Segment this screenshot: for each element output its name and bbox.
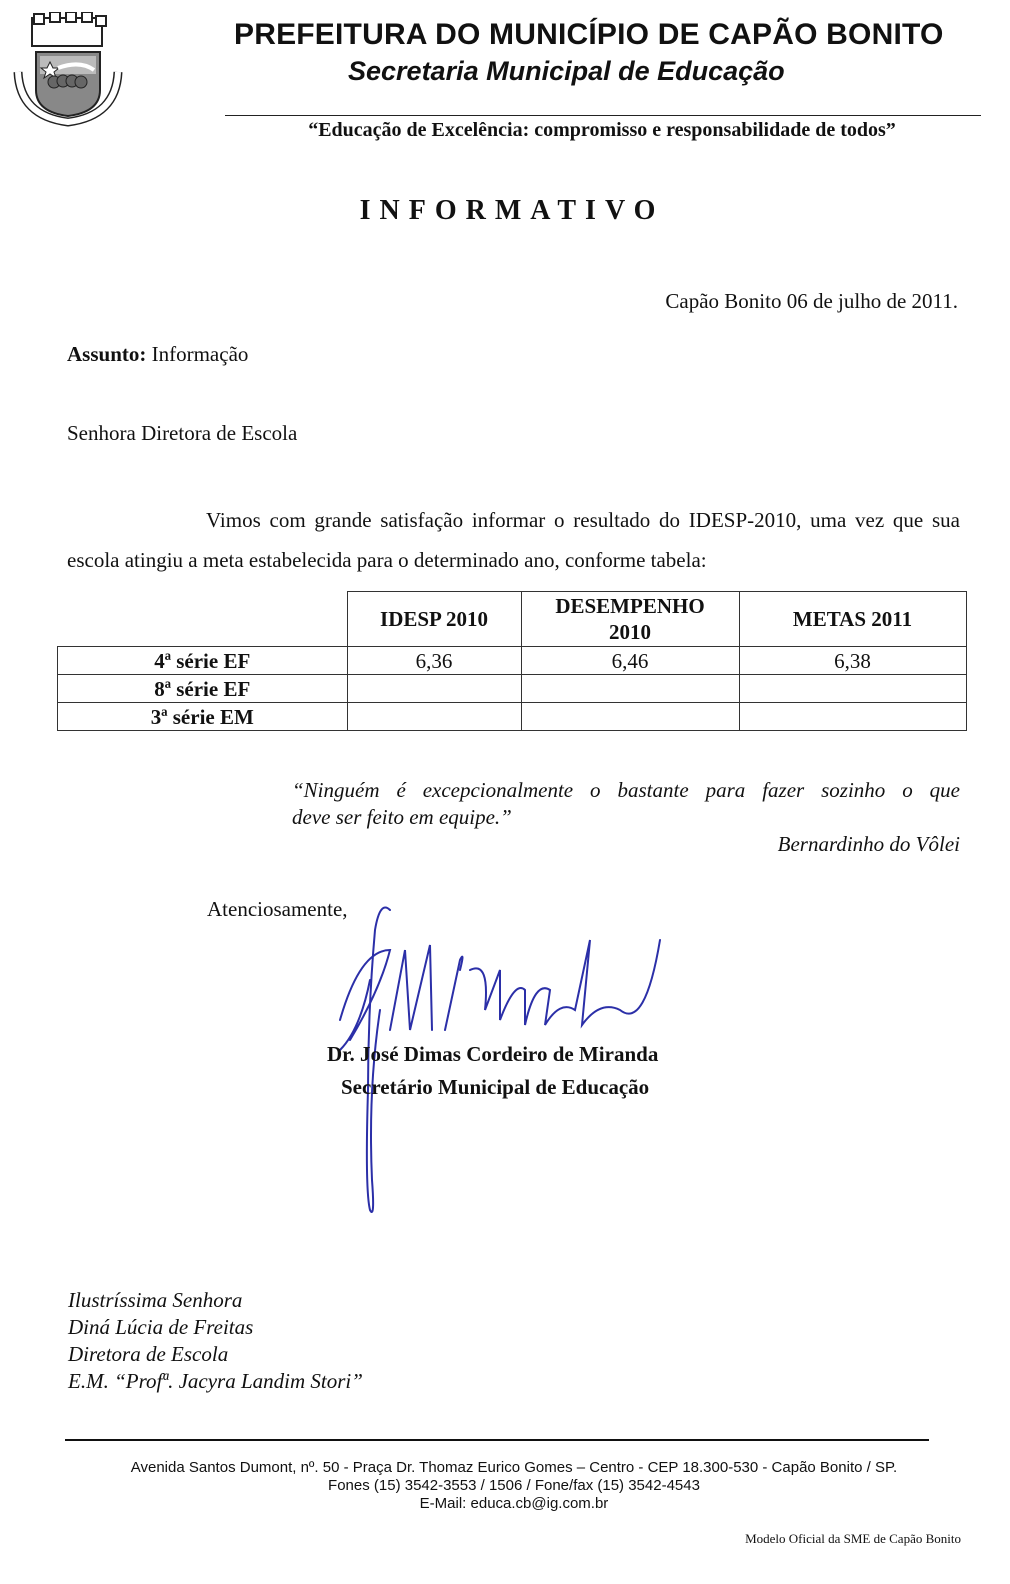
body-paragraph: Vimos com grande satisfação informar o resultado do IDESP-2010, uma vez que sua escola atingiu a meta estabelecida para o determinado ano, conforme tabela: — [67, 508, 960, 572]
footer-phones: Fones (15) 3542-3553 / 1506 / Fone/fax (15) 3542-4543 — [328, 1477, 700, 1494]
recipient-line: Diretora de Escola — [68, 1342, 229, 1366]
footer-email: E-Mail: educa.cb@ig.com.br — [419, 1495, 609, 1512]
recipient-line: Ilustríssima Senhora — [68, 1288, 243, 1312]
table-cell: 6,38 — [739, 647, 966, 675]
table-cell — [739, 703, 966, 731]
header-divider — [225, 115, 981, 116]
document-date: Capão Bonito 06 de julho de 2011. — [665, 289, 958, 313]
header-cell: IDESP 2010 — [347, 592, 521, 647]
results-table — [57, 591, 967, 731]
row-label: 4ª série EF — [58, 647, 348, 675]
quote-line-2: deve ser feito em equipe.” — [292, 805, 512, 829]
salutation: Senhora Diretora de Escola — [67, 421, 298, 445]
footer-divider — [65, 1439, 929, 1441]
subject-line — [67, 342, 248, 367]
quote-line-1: “Ninguém é excepcionalmente o bastante para fazer sozinho o que — [292, 778, 960, 802]
closing: Atenciosamente, — [207, 897, 348, 921]
subject-label: Assunto: — [67, 342, 147, 366]
recipient-line: Diná Lúcia de Freitas — [68, 1315, 254, 1339]
table-header-row — [58, 592, 967, 647]
department-subtitle: Secretaria Municipal de Educação — [348, 56, 785, 86]
table-cell: 6,36 — [347, 647, 521, 675]
empty-corner-cell — [58, 592, 348, 647]
row-label: 8ª série EF — [58, 675, 348, 703]
table-cell — [347, 675, 521, 703]
motto: “Educação de Excelência: compromisso e responsabilidade de todos” — [308, 119, 896, 141]
table-row — [58, 647, 967, 675]
signer-title: Secretário Municipal de Educação — [341, 1075, 650, 1099]
table-row — [58, 675, 967, 703]
table-cell — [521, 675, 739, 703]
header-cell: METAS 2011 — [739, 592, 966, 647]
row-label: 3ª série EM — [58, 703, 348, 731]
table-cell — [521, 703, 739, 731]
table-row — [58, 703, 967, 731]
municipality-title: PREFEITURA DO MUNICÍPIO DE CAPÃO BONITO — [234, 18, 944, 51]
footer-address: Avenida Santos Dumont, nº. 50 - Praça Dr. Thomaz Eurico Gomes – Centro - CEP 18.300-530 - Capão Bonito / SP. — [130, 1459, 898, 1476]
signer-name: Dr. José Dimas Cordeiro de Miranda — [327, 1042, 659, 1066]
header-cell: DESEMPENHO 2010 — [521, 592, 739, 647]
table-cell: 6,46 — [521, 647, 739, 675]
model-note: Modelo Oficial da SME de Capão Bonito — [745, 1531, 961, 1546]
table-cell — [347, 703, 521, 731]
document-type: INFORMATIVO — [359, 195, 665, 226]
quote-author: Bernardinho do Vôlei — [777, 832, 960, 856]
recipient-line: E.M. “Profª. Jacyra Landim Stori” — [68, 1369, 363, 1393]
table-cell — [739, 675, 966, 703]
coat-of-arms-logo — [10, 12, 125, 127]
subject-value: Informação — [151, 342, 249, 366]
